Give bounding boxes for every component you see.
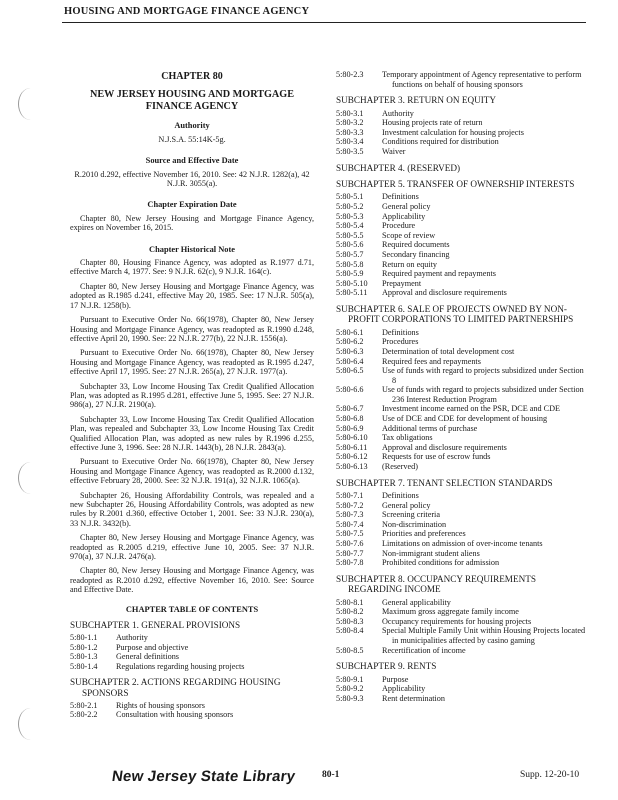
section-number: 5:80-5.6 (336, 240, 364, 250)
toc-entry[interactable] (336, 607, 586, 617)
section-title: General policy (382, 500, 431, 510)
section-title: Non-immigrant student aliens (382, 548, 480, 558)
toc-entry[interactable] (336, 539, 586, 549)
toc-entry[interactable] (336, 337, 586, 347)
toc-entry[interactable] (336, 617, 586, 627)
section-title: Regulations regarding housing projects (116, 661, 245, 671)
expiration-heading: Chapter Expiration Date (147, 200, 237, 210)
section-title: Investment calculation for housing projects (382, 127, 524, 137)
toc-entry[interactable] (336, 250, 586, 260)
section-number: 5:80-6.3 (336, 346, 364, 356)
toc-entry[interactable] (70, 701, 314, 710)
section-title: Applicability (382, 211, 426, 221)
section-number: 5:80-8.2 (336, 607, 364, 617)
section-title: Occupancy requirements for housing projects (382, 616, 532, 626)
section-number: 5:80-5.10 (336, 278, 368, 288)
toc-entry[interactable] (70, 710, 314, 719)
toc-entry[interactable] (336, 694, 586, 704)
section-number: 5:80-6.12 (336, 452, 368, 462)
section-number: 5:80-5.11 (336, 288, 368, 298)
toc-entry[interactable] (336, 118, 586, 128)
left-toc (70, 620, 314, 720)
section-number: 5:80-2.3 (336, 70, 364, 79)
toc-entry[interactable] (336, 202, 586, 212)
section-title: Determination of total development cost (382, 346, 515, 356)
punch-hole-mark (18, 708, 43, 740)
section-number: 5:80-6.8 (336, 414, 364, 424)
section-number: 5:80-3.1 (336, 108, 364, 118)
section-number: 5:80-7.5 (336, 529, 364, 539)
toc-entry[interactable] (336, 260, 586, 270)
section-number: 5:80-5.7 (336, 249, 364, 259)
toc-entry[interactable] (70, 633, 314, 642)
toc-entry[interactable] (336, 443, 586, 453)
section-number: 5:80-3.3 (336, 127, 364, 137)
toc-entry[interactable] (70, 643, 314, 652)
source-text: R.2010 d.292, effective November 16, 2010. See: 42 N.J.R. 1282(a), 42 N.J.R. 3055(a). (74, 169, 310, 189)
toc-entry[interactable] (336, 462, 586, 472)
section-title: Limitations on admission of over-income tenants (382, 539, 543, 548)
toc-entry[interactable] (336, 675, 586, 685)
history-paragraph: Pursuant to Executive Order No. 66(1978), Chapter 80, New Jersey Housing and Mortgage Finance Agency, was readopted as R.1990 d.248, effective April 20, 1990. See: 22 N.J.R. 277(b), 22 N.J.R. 1556(a). (70, 315, 314, 343)
section-title: Maximum gross aggregate family income (382, 607, 519, 617)
supplement-date: Supp. 12-20-10 (520, 770, 580, 780)
toc-entry[interactable] (336, 424, 586, 434)
section-number: 5:80-1.2 (70, 642, 98, 652)
toc-entry[interactable] (336, 147, 586, 157)
section-number: 5:80-6.10 (336, 433, 368, 443)
section-title: Rights of housing sponsors (116, 700, 205, 710)
toc-entry[interactable] (336, 452, 586, 462)
section-number: 5:80-5.3 (336, 211, 364, 221)
toc-entry[interactable] (336, 558, 586, 568)
left-column (70, 72, 314, 720)
library-stamp: New Jersey State Library (110, 768, 297, 785)
section-title: Purpose (382, 674, 409, 684)
subchapter-heading[interactable]: SUBCHAPTER 1. GENERAL PROVISIONS (70, 620, 241, 631)
section-title: Scope of review (382, 230, 436, 240)
toc-entry[interactable] (336, 646, 586, 656)
toc-entry[interactable] (336, 510, 586, 520)
section-title: Approval and disclosure requirements (382, 288, 507, 298)
toc-entry[interactable] (70, 662, 314, 671)
section-title: Prohibited conditions for admission (382, 558, 500, 568)
section-number: 5:80-9.3 (336, 693, 364, 703)
toc-entry[interactable] (336, 240, 586, 250)
section-title: Special Multiple Family Unit within Housing Projects located in municipalities affected by casino gaming (382, 626, 586, 645)
section-number: 5:80-7.2 (336, 500, 364, 510)
running-head: HOUSING AND MORTGAGE FINANCE AGENCY (64, 6, 310, 17)
section-number: 5:80-5.9 (336, 269, 364, 279)
section-title: Approval and disclosure requirements (382, 442, 507, 452)
section-number: 5:80-3.4 (336, 137, 364, 147)
section-title: General applicability (382, 597, 451, 607)
section-number: 5:80-7.6 (336, 539, 364, 548)
toc-entry[interactable] (336, 357, 586, 367)
section-number: 5:80-1.1 (70, 633, 98, 643)
section-title: Definitions (382, 491, 419, 501)
section-title: Priorities and preferences (382, 529, 466, 539)
section-title: Secondary financing (382, 249, 450, 259)
section-title: Purpose and objective (116, 642, 189, 652)
section-number: 5:80-5.5 (336, 230, 364, 240)
source-heading: Source and Effective Date (145, 156, 239, 166)
section-number: 5:80-8.3 (336, 616, 364, 626)
chapter-title: NEW JERSEY HOUSING AND MORTGAGE FINANCE AGENCY (90, 89, 294, 113)
right-column (336, 70, 586, 703)
toc-entry[interactable] (336, 231, 586, 241)
section-title: (Reserved) (382, 462, 418, 472)
section-number: 5:80-9.2 (336, 684, 364, 694)
section-title: Definitions (382, 192, 419, 202)
section-title: Screening criteria (382, 510, 440, 520)
toc-entry[interactable] (336, 212, 586, 222)
section-title: General policy (382, 201, 431, 211)
section-title: Authority (382, 108, 414, 118)
punch-hole-mark (18, 88, 43, 120)
section-number: 5:80-8.5 (336, 645, 364, 655)
toc-entry[interactable] (336, 366, 586, 385)
toc-entry[interactable] (336, 626, 586, 645)
page-number: 80-1 (322, 770, 340, 780)
section-number: 5:80-7.4 (336, 519, 364, 529)
authority-text: N.J.S.A. 55:14K-5g. (158, 134, 226, 144)
section-title: Use of DCE and CDE for development of housing (382, 414, 548, 424)
section-title: Conditions required for distribution (382, 137, 499, 147)
history-paragraph: Subchapter 26, Housing Affordability Controls, was repealed and a new Subchapter 26, Housing Affordability Controls, was adopted as new rules by R.2001 d.360, effective October 1, 2001. See: 33 N.J.R. 230(a), 33 N.J.R. 3432(b). (70, 490, 314, 528)
subchapter-heading[interactable]: SUBCHAPTER 5. TRANSFER OF OWNERSHIP INTERESTS (336, 178, 575, 189)
toc-entry[interactable] (336, 684, 586, 694)
section-number: 5:80-3.5 (336, 146, 364, 156)
subchapter-heading[interactable]: SUBCHAPTER 9. RENTS (336, 661, 437, 672)
section-number: 5:80-7.8 (336, 558, 364, 568)
section-title: Investment income earned on the PSR, DCE and CDE (382, 404, 561, 414)
history-heading: Chapter Historical Note (149, 244, 235, 254)
section-number: 5:80-6.7 (336, 404, 364, 414)
toc-entry[interactable] (336, 404, 586, 414)
toc-entry[interactable] (336, 288, 586, 298)
history-paragraph: Pursuant to Executive Order No. 66(1978), Chapter 80, New Jersey Housing and Mortgage Finance Agency, was readopted as R.2000 d.132, effective February 28, 2000. See: 32 N.J.R. 191(a), 32 N.J.R. 1065(a). (70, 457, 314, 486)
toc-entry[interactable] (336, 347, 586, 357)
section-number: 5:80-5.4 (336, 221, 364, 231)
header-rule (62, 22, 586, 23)
toc-entry[interactable] (336, 279, 586, 289)
toc-entry[interactable] (336, 192, 586, 202)
section-number: 5:80-6.4 (336, 356, 364, 366)
section-title: General definitions (116, 652, 179, 662)
toc-entry[interactable] (336, 529, 586, 539)
toc-entry[interactable] (336, 221, 586, 231)
toc-entry[interactable] (70, 652, 314, 661)
section-number: 5:80-6.11 (336, 442, 368, 452)
section-number: 5:80-6.9 (336, 423, 364, 433)
subchapter-heading[interactable]: SUBCHAPTER 4. (RESERVED) (336, 162, 461, 173)
section-number: 5:80-6.6 (336, 385, 364, 395)
section-number: 5:80-1.4 (70, 661, 98, 671)
punch-hole-mark (18, 462, 43, 494)
section-title: Non-discrimination (382, 519, 447, 529)
section-number: 5:80-7.7 (336, 548, 364, 558)
toc-entry[interactable] (336, 433, 586, 443)
section-title: Consultation with housing sponsors (116, 710, 234, 720)
section-title: Tax obligations (382, 433, 433, 443)
section-title: Rent determination (382, 693, 445, 703)
section-title: Housing projects rate of return (382, 118, 483, 128)
section-title: Required payment and repayments (382, 269, 496, 279)
section-title: Prepayment (382, 278, 422, 288)
section-title: Procedure (382, 221, 416, 231)
subchapter-heading[interactable]: SUBCHAPTER 8. OCCUPANCY REQUIREMENTS REGARDING INCOME (336, 573, 536, 595)
toc-entry[interactable] (336, 137, 586, 147)
toc-entry[interactable] (336, 414, 586, 424)
section-title: Use of funds with regard to projects subsidized under Section 236 Interest Reduction Program (382, 385, 584, 404)
toc-entry[interactable] (336, 109, 586, 119)
subchapter-heading[interactable]: SUBCHAPTER 6. SALE OF PROJECTS OWNED BY NON-PROFIT CORPORATIONS TO LIMITED PARTNERSHIPS (336, 303, 574, 325)
toc-entry[interactable] (336, 385, 586, 404)
history-paragraph: Subchapter 33, Low Income Housing Tax Credit Qualified Allocation Plan, was repealed and Subchapter 33, Low Income Housing Tax Credit Qualified Allocation Plan, was adopted as new rules by R.1996 d.255, effective June 3, 1996. See: 28 N.J.R. 1443(b), 28 N.J.R. 2843(a). (70, 414, 314, 452)
section-number: 5:80-6.5 (336, 366, 364, 376)
history-paragraph: Subchapter 33, Low Income Housing Tax Credit Qualified Allocation Plan, was adopted as R.1995 d.281, effective June 5, 1995. See: 27 N.J.R. 986(a), 27 N.J.R. 2190(a). (70, 381, 314, 410)
history-paragraph: Chapter 80, Housing Finance Agency, was adopted as R.1977 d.71, effective March 4, 1977. See: 9 N.J.R. 62(c), 9 N.J.R. 164(c). (70, 258, 314, 277)
history-notes (70, 258, 314, 595)
section-number: 5:80-6.13 (336, 462, 368, 472)
history-paragraph: Chapter 80, New Jersey Housing and Mortgage Finance Agency, was readopted as R.2005 d.219, effective June 10, 2005. See: 37 N.J.R. 970(a), 37 N.J.R. 2476(a). (70, 533, 314, 562)
section-title: Return on equity (382, 259, 438, 269)
expiration-text: Chapter 80, New Jersey Housing and Mortgage Finance Agency, expires on November 16, 2015. (70, 213, 314, 233)
toc-entry[interactable] (336, 501, 586, 511)
section-number: 5:80-5.2 (336, 201, 364, 211)
subchapter-heading[interactable]: SUBCHAPTER 7. TENANT SELECTION STANDARDS (336, 477, 553, 488)
section-number: 5:80-2.2 (70, 710, 98, 720)
section-title: Additional terms of purchase (382, 423, 478, 433)
section-number: 5:80-3.2 (336, 118, 364, 128)
section-title: Temporary appointment of Agency representative to perform functions on behalf of housing sponsors (382, 70, 582, 89)
right-toc (336, 95, 586, 703)
section-number: 5:80-2.1 (70, 700, 98, 710)
section-number: 5:80-5.1 (336, 192, 364, 202)
section-title: Required documents (382, 240, 450, 250)
section-number: 5:80-6.2 (336, 337, 364, 347)
toc-entry[interactable] (336, 328, 586, 338)
section-number: 5:80-7.1 (336, 491, 364, 501)
section-number: 5:80-8.4 (336, 626, 364, 636)
history-paragraph: Pursuant to Executive Order No. 66(1978), Chapter 80, New Jersey Housing and Mortgage Finance Agency, was readopted as R.1995 d.247, effective April 17, 1995. See: 27 N.J.R. 265(a), 27 N.J.R. 1977(a). (70, 348, 314, 377)
toc-entry[interactable] (336, 491, 586, 501)
section-title: Authority (116, 633, 148, 643)
section-title: Procedures (382, 337, 419, 347)
section-title: Applicability (382, 684, 426, 694)
subchapter-heading[interactable]: SUBCHAPTER 2. ACTIONS REGARDING HOUSING SPONSORS (70, 677, 281, 698)
section-number: 5:80-1.3 (70, 652, 98, 662)
section-title: Definitions (382, 327, 419, 337)
section-title: Waiver (382, 146, 406, 156)
section-title: Use of funds with regard to projects subsidized under Section 8 (382, 366, 584, 385)
toc-entry[interactable] (336, 269, 586, 279)
toc-entry[interactable] (336, 598, 586, 608)
section-number: 5:80-9.1 (336, 674, 364, 684)
section-title: Requests for use of escrow funds (382, 452, 491, 462)
section-title: Required fees and repayments (382, 356, 481, 366)
authority-heading: Authority (174, 121, 210, 131)
section-number: 5:80-6.1 (336, 327, 364, 337)
toc-entry[interactable] (336, 520, 586, 530)
toc-entry[interactable] (336, 70, 586, 89)
toc-entry[interactable] (336, 128, 586, 138)
section-number: 5:80-8.1 (336, 597, 364, 607)
history-paragraph: Chapter 80, New Jersey Housing and Mortgage Finance Agency, was adopted as R.1985 d.241, effective May 20, 1985. See: 17 N.J.R. 505(a), 17 N.J.R. 1258(b). (70, 281, 314, 310)
history-paragraph: Chapter 80, New Jersey Housing and Mortgage Finance Agency, was readopted as R.2010 d.292, effective November 16, 2010. See: Source and Effective Date. (70, 566, 314, 595)
toc-heading: CHAPTER TABLE OF CONTENTS (125, 604, 259, 614)
toc-entry[interactable] (336, 549, 586, 559)
section-number: 5:80-7.3 (336, 510, 364, 520)
subchapter-heading[interactable]: SUBCHAPTER 3. RETURN ON EQUITY (336, 95, 497, 106)
section-title: Recertification of income (382, 645, 466, 655)
section-number: 5:80-5.8 (336, 259, 364, 269)
chapter-number: CHAPTER 80 (161, 71, 223, 82)
